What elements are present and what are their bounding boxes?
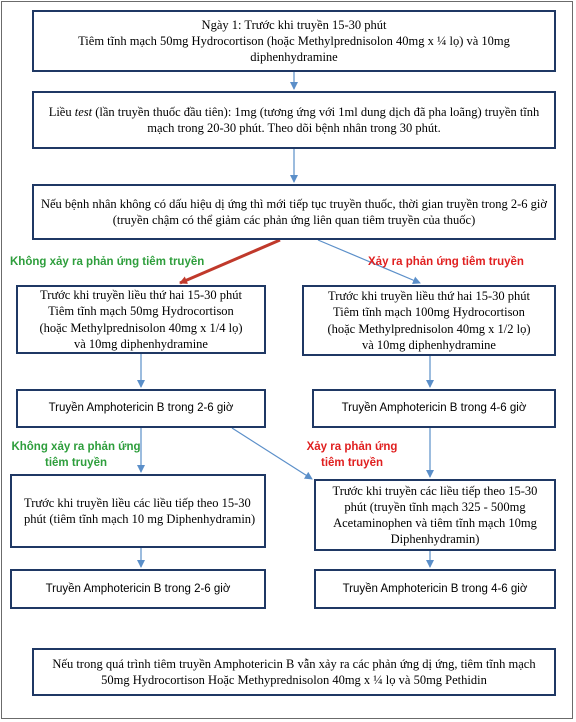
no-reaction-label-2b: tiêm truyền: [45, 456, 107, 469]
day1-line1: Ngày 1: Trước khi truyền 15-30 phút: [201, 17, 387, 32]
no-reaction-label-1: Không xảy ra phản ứng tiêm truyền: [10, 256, 205, 268]
right-second-line4: và 10mg diphenhydramine: [361, 337, 496, 352]
test-dose-box: [32, 91, 556, 149]
reaction-label-2: [300, 440, 404, 471]
left-second-line3: (hoặc Methylprednisolon 40mg x 1/4 lọ): [39, 320, 243, 335]
left-next-dose-box: [10, 474, 266, 548]
no-reaction-label-2a: Không xảy ra phản ứng: [11, 441, 141, 453]
no-reaction-label-2: [6, 440, 146, 471]
continue-infusion-text: Nếu bệnh nhân không có dấu hiệu dị ứng thì mới tiếp tục truyền thuốc, thời gian truyền trong 2-6 giờ (truyền chậm có thể giảm các phản ứng liên quan tiêm truyền của thuốc): [40, 196, 548, 227]
left-infuse-text-2: Truyền Amphotericin B trong 2-6 giờ: [45, 582, 231, 595]
left-next-dose-text: Trước khi truyền liều các liều tiếp theo 15-30 phút (tiêm tĩnh mạch 10 mg Diphenhydramin): [24, 495, 256, 526]
right-next-dose-text: Trước khi truyền các liều tiếp theo 15-30 phút (truyền tĩnh mạch 325 - 500mg Acetaminophen và tiêm tĩnh mạch 10mg Diphenhydramin): [332, 483, 538, 547]
left-second-line4: và 10mg diphenhydramine: [73, 336, 208, 351]
right-second-dose-box: [302, 285, 556, 356]
reaction-label-2a: Xảy ra phản ứng: [306, 441, 398, 453]
right-second-line3: (hoặc Methylprednisolon 40mg x 1/2 lọ): [327, 321, 531, 336]
day1-line2: Tiêm tĩnh mạch 50mg Hydrocortison (hoặc Methylprednisolon 40mg x ¼ lọ) và 10mg diphenhydramine: [78, 33, 510, 65]
reaction-label-2b: tiêm truyền: [321, 456, 383, 469]
left-second-line1: Trước khi truyền liều thứ hai 15-30 phút: [40, 288, 242, 302]
left-second-line2: Tiêm tĩnh mạch 50mg Hydrocortison: [48, 304, 234, 319]
right-infuse-box-2: [314, 569, 556, 609]
final-allergy-box: [32, 648, 556, 696]
left-infuse-text-1: Truyền Amphotericin B trong 2-6 giờ: [48, 402, 234, 415]
reaction-label-1: Xảy ra phản ứng tiêm truyền: [368, 256, 524, 268]
right-second-line2: Tiêm tĩnh mạch 100mg Hydrocortison: [333, 305, 525, 320]
right-next-dose-box: [314, 479, 556, 551]
test-dose-prefix: Liều: [48, 104, 75, 119]
test-dose-text: (lần truyền thuốc đầu tiên): 1mg (tương ứng với 1ml dung dịch đã pha loãng) truyền tĩnh mạch trong 20-30 phút. Theo dõi bệnh nhân trong 30 phút.: [92, 104, 540, 135]
day1-premedication-box: [32, 10, 556, 72]
right-infuse-text-2: Truyền Amphotericin B trong 4-6 giờ: [342, 582, 528, 595]
left-second-dose-box: [16, 285, 266, 354]
left-infuse-box-2: [10, 569, 266, 609]
continue-infusion-box: [32, 184, 556, 240]
test-dose-italic: test: [74, 104, 93, 119]
right-second-line1: Trước khi truyền liều thứ hai 15-30 phút: [328, 289, 530, 303]
final-allergy-text: Nếu trong quá trình tiêm truyền Amphotericin B vẫn xảy ra các phản ứng dị ứng, tiêm tĩnh mạch 50mg Hydrocortison Hoặc Methyprednisolon 40mg x ¼ lọ và 50mg Pethidin: [52, 656, 536, 687]
right-infuse-text-1: Truyền Amphotericin B trong 4-6 giờ: [341, 402, 527, 415]
right-infuse-box-1: [312, 389, 556, 428]
left-infuse-box-1: [16, 389, 266, 428]
